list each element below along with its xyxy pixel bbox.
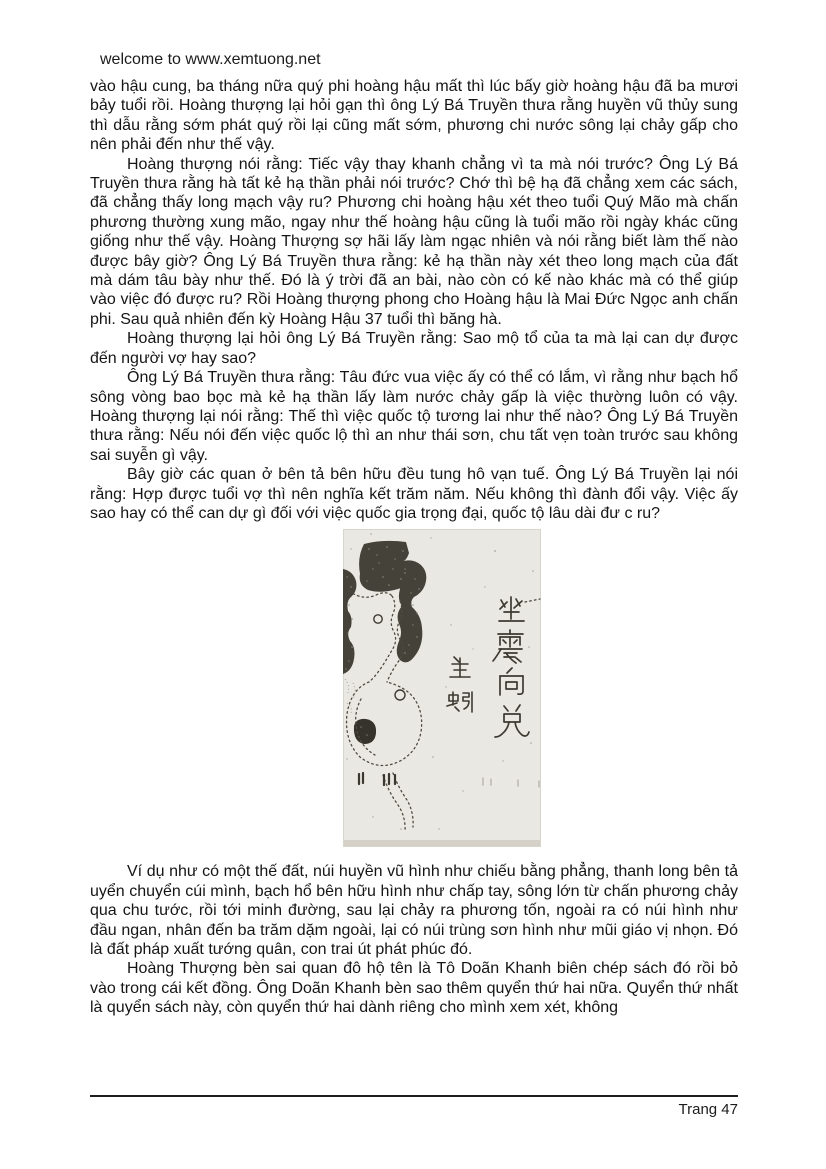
paragraph-5: Bây giờ các quan ở bên tả bên hữu đều tung hô vạn tuế. Ông Lý Bá Truyền lại nói rằng: Hợp được tuổi vợ thì nên nghĩa kết trăm năm. Nếu không thì đành đổi vậy. Việc ấy sao hay có thể can dự gì đối với việc quốc gia trọng đại, quốc tộ lâu dài đư c ru? — [90, 466, 738, 522]
paragraph-4: Ông Lý Bá Truyền thưa rằng: Tâu đức vua việc ấy có thể có lắm, vì rằng như bạch hổ sông vòng bao bọc mà kẻ hạ thần lấy làm nước chảy gấp là việc thường luôn có vậy. Hoàng thượng lại nói rằng: Thế thì việc quốc tộ tương lai như thế nào? Ông Lý Bá Truyền thưa rằng: Nếu nói đến việc quốc lộ thì an như thái sơn, chu tất vẹn toàn trước sau không sai suyễn gì vậy. — [90, 369, 738, 464]
paragraph-3: Hoàng thượng lại hỏi ông Lý Bá Truyền rằng: Sao mộ tổ của ta mà lại can dự được đến người vợ hay sao? — [90, 330, 738, 367]
paragraph-6: Ví dụ như có một thế đất, núi huyền vũ hình như chiếu bằng phẳng, thanh long bên tả uyển chuyển cúi mình, bạch hổ bên hữu hình như chấp tay, sông lớn từ chấn phương chảy qua chu tước, rồi tới minh đường, sau lại chảy ra phương tốn, ngoài ra có núi hình như đầu ngan, nhân đến ba trăm dặm ngoài, lại có núi trùng sơn hình như mũi giáo vị nhọn. Đó là đất pháp xuất tướng quân, con trai út phát phúc đó. — [90, 863, 738, 958]
paragraph-2: Hoàng thượng nói rằng: Tiếc vậy thay khanh chẳng vì ta mà nói trước? Ông Lý Bá Truyền thưa rằng hà tất kẻ hạ thần phải nói trước? Chớ thì bệ hạ đã chẳng xem các sách, đã chẳng thấy long mạch vậy ru? Phương chi hoàng hậu xét theo tuổi Quý Mão mà chấn phương thường xung mão, ngay như thế hoàng hậu cũng là tuổi mão rồi ngày khác cũng giống như thế vậy. Hoàng Thượng sợ hãi lấy làm ngạc nhiên và nói rằng biết làm thế nào được bây giờ? Ông Lý Bá Truyền thưa rằng: kẻ hạ thần này xét theo long mạch của đất mà dám tâu bày như thế. Đó là ý trời đã an bài, nào còn có kế nào khác mà có thể giúp vào việc đó được ru? Rồi Hoàng thượng phong cho Hoàng hậu là Mai Đức Ngọc anh chấn phi. Sau quả nhiên đến kỳ Hoàng Hậu 37 tuổi thì băng hà. — [90, 155, 738, 328]
fengshui-diagram — [343, 529, 541, 847]
footer-divider — [90, 1095, 738, 1097]
paragraph-7: Hoàng Thượng bèn sai quan đô hộ tên là Tô Doãn Khanh biên chép sách đó rồi bỏ vào trong cái kết đồng. Ông Doãn Khanh bèn sao thêm quyển thứ hai nữa. Quyển thứ nhất là quyển sách này, còn quyển thứ hai dành riêng cho mình xem xét, không — [90, 960, 738, 1017]
page-number: Trang 47 — [678, 1101, 738, 1118]
scan-bottom-shadow — [343, 840, 541, 847]
page-footer — [90, 1101, 738, 1118]
fengshui-diagram-figure — [343, 529, 541, 847]
site-note: welcome to www.xemtuong.net — [100, 51, 321, 68]
page-header — [100, 50, 321, 70]
paragraph-1: vào hậu cung, ba tháng nữa quý phi hoàng hậu mất thì lúc bấy giờ hoàng hậu đã ba mươi bảy tuổi rồi. Hoàng thượng lại hỏi gạn thì ông Lý Bá Truyền thưa rằng huyền vũ thủy sung thì dẫu rằng sớm phát quý rồi lại cũng mất sớm, phương chi nước sông lại chảy gấp cho nên phải đến như thế vậy. — [90, 78, 738, 154]
body-text — [90, 77, 738, 1018]
